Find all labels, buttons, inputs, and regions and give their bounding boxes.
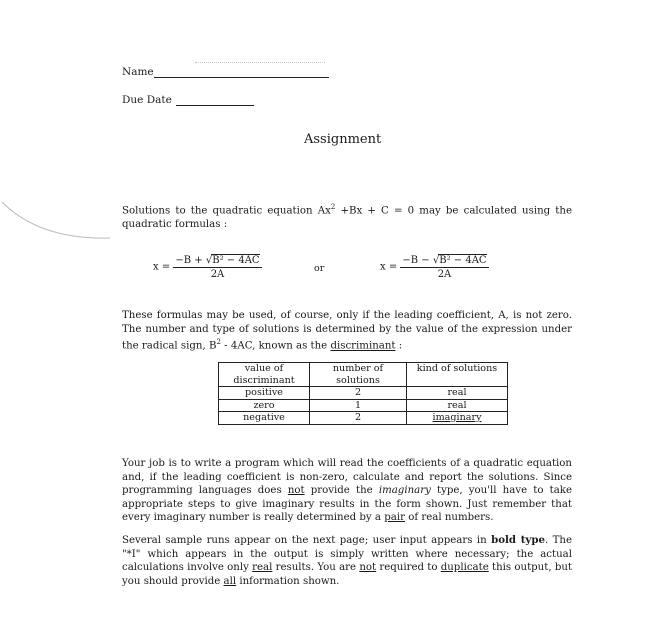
table-cell: 2	[310, 412, 407, 425]
name-field	[122, 66, 329, 78]
table-cell: 1	[310, 399, 407, 412]
table-header-cell: kind of solutions	[407, 363, 508, 387]
table-header-row	[219, 363, 508, 387]
table-cell: imaginary	[407, 412, 508, 425]
name-blank-line	[154, 77, 329, 78]
table-cell: positive	[219, 387, 310, 400]
table-cell: negative	[219, 412, 310, 425]
table-row	[219, 412, 508, 425]
sample-runs-paragraph: Several sample runs appear on the next page; user input appears in bold type. The "*I" which appears in the output is simply written where necessary; the actual calculations involve only real results. You are not required to duplicate this output, but you should provide all information shown.	[122, 534, 572, 587]
table-header-cell: number of solutions	[310, 363, 407, 387]
table-cell: real	[407, 399, 508, 412]
table-cell: 2	[310, 387, 407, 400]
due-date-blank-line	[176, 105, 254, 106]
due-date-field	[122, 94, 254, 106]
formula-minus: x = $\frac{\text{−B − √B² − 4AC}}{2A}$	[380, 255, 487, 280]
name-label: Name	[122, 66, 154, 78]
table-row	[219, 399, 508, 412]
task-paragraph: Your job is to write a program which will read the coefficients of a quadratic equation and, if the leading coefficient is non-zero, calculate and report the solutions. Since programming languages does not provide the imaginary type, you'll have to take appropriate steps to give imaginary results in the form shown. Just remember that every imaginary number is really determined by a pair of real numbers.	[122, 458, 572, 524]
discriminant-paragraph: These formulas may be used, of course, only if the leading coefficient, A, is not zero. The number and type of solutions is determined by the value of the expression under the radical sign, $B^2 - 4AC$, known as the discriminant :	[122, 310, 572, 352]
fraction-minus: $\frac{\text{−B − √B² − 4AC}}{2A}$	[402, 255, 487, 280]
discriminant-table	[218, 362, 508, 425]
page-title: Assignment	[304, 132, 382, 147]
formula-plus: x = $\frac{\text{−B + √B² − 4AC}}{2A}$	[153, 255, 260, 280]
table-cell: zero	[219, 399, 310, 412]
table-header-cell: value of discriminant	[219, 363, 310, 387]
table-row	[219, 387, 508, 400]
intro-paragraph: Solutions to the quadratic equation $Ax^2 +Bx + C = 0$ may be calculated using the quadratic formulas :	[122, 203, 572, 230]
table-cell: real	[407, 387, 508, 400]
formula-or: or	[314, 263, 325, 274]
scan-artifact-curve	[0, 200, 130, 260]
due-date-label: Due Date	[122, 94, 172, 106]
fraction-plus: $\frac{\text{−B + √B² − 4AC}}{2A}$	[175, 255, 260, 280]
